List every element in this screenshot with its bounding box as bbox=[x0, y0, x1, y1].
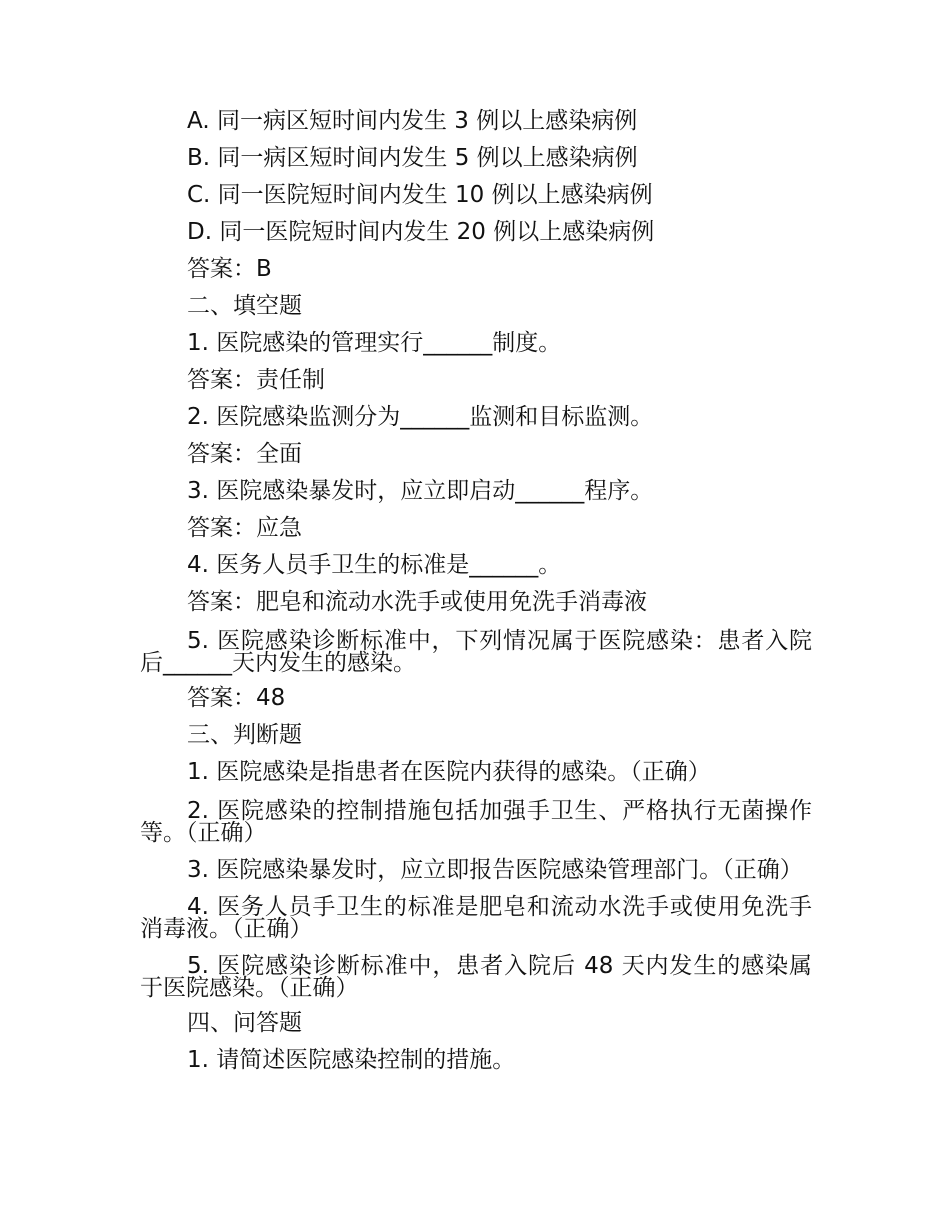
fill-question-4: 4. 医务人员手卫生的标准是______。 bbox=[187, 552, 562, 578]
answer-line: 答案：应急 bbox=[187, 515, 302, 541]
option-c: C. 同一医院短时间内发生 10 例以上感染病例 bbox=[187, 182, 653, 208]
answer-line: 答案：B bbox=[187, 256, 272, 282]
answer-line: 答案：责任制 bbox=[187, 367, 325, 393]
fill-question-2: 2. 医院感染监测分为______监测和目标监测。 bbox=[187, 404, 654, 430]
section-heading-true-false: 三、判断题 bbox=[187, 722, 302, 748]
answer-line: 答案：全面 bbox=[187, 441, 302, 467]
document-page bbox=[140, 103, 812, 1079]
qa-question-1: 1. 请简述医院感染控制的措施。 bbox=[187, 1047, 516, 1073]
judge-question-2: 2. 医院感染的控制措施包括加强手卫生、严格执行无菌操作等。（正确） bbox=[140, 798, 812, 846]
judge-question-3: 3. 医院感染暴发时，应立即报告医院感染管理部门。（正确） bbox=[187, 857, 803, 883]
section-heading-qa: 四、问答题 bbox=[187, 1010, 302, 1036]
section-heading-fill-blank: 二、填空题 bbox=[187, 293, 302, 319]
answer-line: 答案：肥皂和流动水洗手或使用免洗手消毒液 bbox=[187, 589, 647, 615]
fill-question-1: 1. 医院感染的管理实行______制度。 bbox=[187, 330, 562, 356]
fill-question-3: 3. 医院感染暴发时，应立即启动______程序。 bbox=[187, 478, 654, 504]
judge-question-1: 1. 医院感染是指患者在医院内获得的感染。（正确） bbox=[187, 759, 711, 785]
option-b: B. 同一病区短时间内发生 5 例以上感染病例 bbox=[187, 145, 638, 171]
judge-question-4: 4. 医务人员手卫生的标准是肥皂和流动水洗手或使用免洗手消毒液。（正确） bbox=[140, 894, 812, 942]
option-a: A. 同一病区短时间内发生 3 例以上感染病例 bbox=[187, 108, 638, 134]
fill-question-5: 5. 医院感染诊断标准中，下列情况属于医院感染：患者入院后______天内发生的感染。 bbox=[140, 628, 812, 676]
answer-line: 答案：48 bbox=[187, 685, 286, 711]
option-d: D. 同一医院短时间内发生 20 例以上感染病例 bbox=[187, 219, 655, 245]
judge-question-5: 5. 医院感染诊断标准中，患者入院后 48 天内发生的感染属于医院感染。（正确） bbox=[140, 953, 812, 1001]
